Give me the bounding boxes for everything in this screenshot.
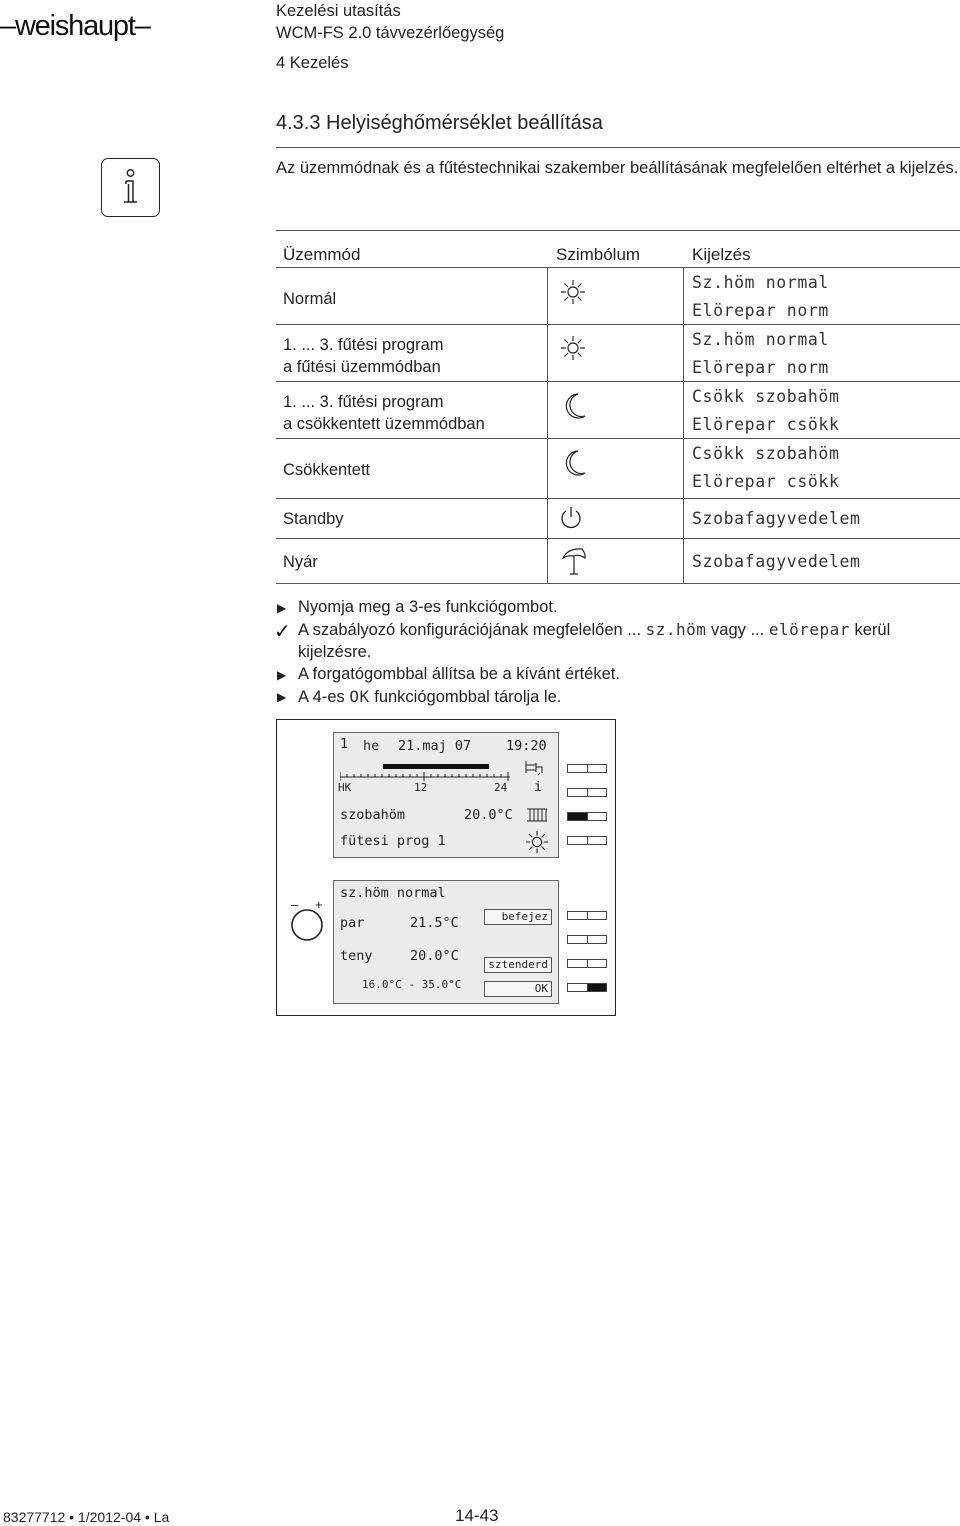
row-divider — [276, 381, 960, 382]
step-1: Nyomja meg a 3-es funkciógombot. — [298, 598, 558, 616]
mode-cell: Csökkentett — [283, 461, 371, 479]
soft-key-1[interactable] — [567, 911, 607, 920]
soft-key-1[interactable] — [567, 764, 607, 773]
lcd-text: 20.0°C — [464, 807, 513, 823]
step-text: kerül — [854, 621, 891, 639]
lcd-text: 1 — [340, 736, 349, 752]
lcd-text: fütesi prog 1 — [340, 833, 446, 849]
doc-number: 83277712 • 1/2012-04 • La — [3, 1509, 170, 1525]
standby-icon — [559, 505, 583, 536]
device-illustration — [276, 719, 616, 1016]
display-line: Sz.höm normal — [692, 273, 829, 292]
mode-cell: Nyár — [283, 553, 318, 571]
row-divider — [276, 583, 960, 584]
display-line: Szobafagyvedelem — [692, 552, 861, 571]
sun-icon — [524, 829, 550, 855]
soft-key-3[interactable] — [567, 959, 607, 968]
info-text: Az üzemmódnak és a fűtéstechnikai szakember beállításának megfelelően eltérhet a kijelzés. — [276, 159, 959, 177]
step-result-line2: kijelzésre. — [298, 643, 372, 661]
knob-minus-label: – — [291, 897, 299, 912]
step-arrow-icon: ▶ — [277, 601, 287, 615]
lcd-text: 19:20 — [506, 738, 547, 754]
display-line: Elörepar norm — [692, 358, 829, 377]
mode-cell: 1. ... 3. fűtési program — [283, 393, 444, 411]
soft-key-4[interactable] — [567, 983, 607, 992]
lcd-title: sz.höm normal — [340, 885, 446, 901]
mode-table — [276, 240, 960, 584]
row-divider — [276, 324, 960, 325]
step-code: OK — [349, 687, 370, 706]
lcd-text: he — [363, 738, 380, 754]
step-text: A szabályozó konfigurációjának megfelelően ... — [298, 621, 642, 639]
lcd-text: 21.maj 07 — [398, 738, 472, 754]
display-line: Elörepar csökk — [692, 415, 840, 434]
moon-icon — [561, 392, 587, 425]
befejez-button[interactable]: befejez — [484, 909, 552, 925]
lcd-text: par — [340, 915, 365, 931]
col-header-symbol: Szimbólum — [556, 245, 641, 264]
standard-button[interactable]: sztenderd — [484, 957, 552, 973]
col-header-display: Kijelzés — [692, 245, 751, 264]
step-arrow-icon: ▶ — [277, 690, 287, 704]
step-3: A forgatógombbal állítsa be a kívánt értéket. — [298, 665, 620, 683]
display-line: Elörepar norm — [692, 301, 829, 320]
lcd-text: szobahöm — [340, 807, 406, 823]
step-code: elörepar — [768, 620, 850, 639]
section-title: 4.3.3 Helyiséghőmérséklet beállítása — [276, 112, 603, 134]
lcd-range: 16.0°C - 35.0°C — [362, 978, 462, 991]
lcd-screen-setpoint — [333, 880, 559, 1004]
lcd-text: 12 — [414, 781, 428, 794]
check-icon: ✓ — [274, 621, 291, 643]
lcd-text: 20.0°C — [410, 948, 459, 964]
mode-cell: 1. ... 3. fűtési program — [283, 336, 444, 354]
display-line: Sz.höm normal — [692, 330, 829, 349]
chapter-title: 4 Kezelés — [276, 54, 349, 72]
column-divider — [547, 267, 548, 584]
mode-cell: a csökkentett üzemmódban — [283, 415, 485, 433]
row-divider — [276, 498, 960, 499]
lcd-text: 24 — [494, 781, 508, 794]
time-scale — [340, 763, 540, 785]
display-line: Szobafagyvedelem — [692, 509, 861, 528]
step-text: A 4-es — [298, 688, 345, 706]
moon-icon — [561, 449, 587, 482]
doc-subtitle: WCM-FS 2.0 távvezérlőegység — [276, 24, 505, 42]
page-number: 14-43 — [455, 1506, 499, 1525]
display-line: Csökk szobahöm — [692, 387, 840, 406]
step-text: vagy ... — [711, 621, 765, 639]
row-divider — [276, 438, 960, 439]
doc-type: Kezelési utasítás — [276, 2, 401, 20]
info-icon — [101, 158, 160, 217]
divider — [276, 147, 960, 148]
divider — [276, 230, 960, 231]
info-icon: i — [534, 779, 543, 795]
lcd-screen-main — [333, 732, 559, 858]
row-divider — [276, 538, 960, 539]
lcd-text: teny — [340, 948, 373, 964]
column-divider — [683, 267, 684, 584]
step-arrow-icon: ▶ — [277, 668, 287, 682]
lcd-text: HK — [338, 781, 352, 794]
brand-logo: –weishaupt– — [0, 10, 150, 42]
row-divider — [276, 267, 960, 268]
radiator-icon — [526, 807, 548, 823]
sun-icon — [559, 334, 587, 367]
sun-icon — [559, 278, 587, 311]
mode-cell: Normál — [283, 290, 337, 308]
col-header-mode: Üzemmód — [283, 245, 361, 264]
step-4 — [298, 687, 561, 707]
soft-key-3[interactable] — [567, 812, 607, 821]
lcd-text: 21.5°C — [410, 915, 459, 931]
step-text: funkciógombbal tárolja le. — [374, 688, 562, 706]
tap-icon — [524, 759, 546, 777]
knob-plus-label: + — [315, 897, 323, 912]
soft-key-2[interactable] — [567, 935, 607, 944]
brand-name: weishaupt — [14, 10, 135, 42]
mode-cell: a fűtési üzemmódban — [283, 358, 441, 376]
display-line: Elörepar csökk — [692, 472, 840, 491]
step-result — [298, 620, 890, 640]
step-code: sz.höm — [645, 620, 707, 639]
soft-key-4[interactable] — [567, 836, 607, 845]
display-line: Csökk szobahöm — [692, 444, 840, 463]
soft-key-2[interactable] — [567, 788, 607, 797]
mode-cell: Standby — [283, 510, 344, 528]
umbrella-icon — [560, 546, 588, 583]
ok-button[interactable]: OK — [484, 981, 552, 997]
